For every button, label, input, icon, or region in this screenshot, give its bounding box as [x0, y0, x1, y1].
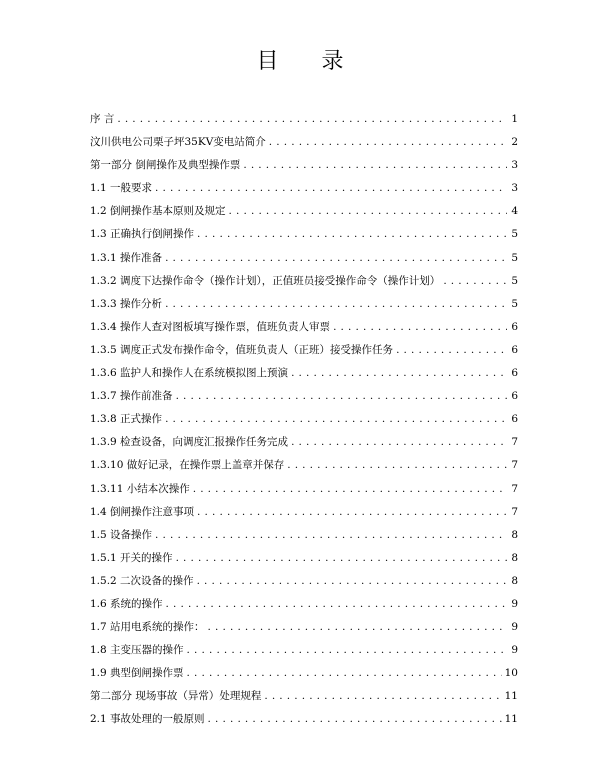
- toc-dot-leader: [155, 524, 507, 547]
- toc-dot-leader: [269, 131, 507, 154]
- toc-entry[interactable]: [90, 177, 518, 200]
- toc-entry-page-number: 5: [511, 274, 518, 287]
- toc-dot-leader: [117, 108, 507, 131]
- toc-entry-label: 1.5.1 开关的操作: [90, 551, 173, 564]
- toc-dot-leader: [243, 154, 507, 177]
- toc-entry-label: 序 言: [90, 113, 115, 125]
- toc-entry-page-number: 11: [504, 690, 518, 703]
- toc-entry[interactable]: [90, 316, 518, 339]
- toc-entry-page-number: 7: [511, 459, 518, 472]
- toc-entry-page-number: 9: [511, 597, 518, 610]
- toc-entry-page-number: 11: [504, 713, 518, 726]
- toc-entry-page-number: 9: [511, 621, 518, 634]
- toc-entry[interactable]: [90, 593, 518, 616]
- toc-entry-label: 1.3.4 操作人查对图板填写操作票，值班负责人审票: [90, 320, 331, 333]
- toc-entry[interactable]: [90, 131, 518, 154]
- toc-dot-leader: [187, 639, 507, 662]
- toc-entry[interactable]: [90, 270, 518, 293]
- toc-entry-label: 1.9 典型倒闸操作票: [90, 667, 184, 680]
- toc-entry-label: 1.5.2 二次设备的操作: [90, 574, 194, 587]
- toc-dot-leader: [155, 177, 507, 200]
- page-title: 目 录: [256, 49, 362, 74]
- toc-entry-label: 第二部分 现场事故（异常）处理规程: [90, 690, 262, 703]
- toc-dot-leader: [165, 408, 507, 431]
- toc-dot-leader: [208, 708, 502, 731]
- toc-entry-page-number: 7: [511, 436, 518, 449]
- toc-entry-page-number: 3: [511, 159, 518, 172]
- toc-dot-leader: [264, 685, 501, 708]
- toc-entry[interactable]: [90, 639, 518, 662]
- toc-entry-page-number: 6: [511, 320, 518, 333]
- toc-entry-label: 2.1 事故处理的一般原则: [90, 713, 205, 726]
- toc-entry-page-number: 7: [511, 505, 518, 518]
- toc-entry[interactable]: [90, 200, 518, 223]
- toc-entry-label: 1.7 站用电系统的操作：: [90, 621, 205, 634]
- toc-entry[interactable]: [90, 570, 518, 593]
- toc-dot-leader: [197, 570, 507, 593]
- toc-entry[interactable]: [90, 385, 518, 408]
- toc-dot-leader: [166, 593, 507, 616]
- toc-entry-label: 1.4 倒闸操作注意事项: [90, 505, 195, 518]
- toc-dot-leader: [165, 293, 507, 316]
- toc-entry-page-number: 7: [511, 482, 518, 495]
- toc-dot-leader: [193, 478, 507, 501]
- toc-entry-label: 1.3 正确执行倒闸操作: [90, 228, 195, 241]
- toc-dot-leader: [291, 362, 507, 385]
- toc-dot-leader: [333, 316, 507, 339]
- toc-entry-page-number: 8: [511, 574, 518, 587]
- toc-entry-page-number: 5: [511, 228, 518, 241]
- toc-dot-leader: [197, 501, 507, 524]
- toc-entry-label: 1.3.10 做好记录，在操作票上盖章并保存: [90, 459, 285, 472]
- toc-entry-page-number: 6: [511, 343, 518, 356]
- toc-dot-leader: [187, 662, 502, 685]
- toc-dot-leader: [197, 223, 507, 246]
- toc-entry-label: 1.3.3 操作分析: [90, 297, 163, 310]
- toc-dot-leader: [165, 247, 507, 270]
- toc-entry-label: 1.6 系统的操作: [90, 597, 163, 610]
- toc-entry[interactable]: [90, 408, 518, 431]
- toc-entry-label: 1.3.6 监护人和操作人在系统模拟图上预演: [90, 367, 289, 380]
- toc-entry-page-number: 6: [511, 413, 518, 426]
- toc-dot-leader: [208, 616, 507, 639]
- toc-entry-page-number: 9: [511, 644, 518, 657]
- toc-entry-label: 1.2 倒闸操作基本原则及规定: [90, 205, 226, 218]
- toc-entry[interactable]: [90, 223, 518, 246]
- toc-entry-label: 1.3.5 调度正式发布操作命令，值班负责人（正班）接受操作任务: [90, 343, 394, 356]
- toc-entry-page-number: 6: [511, 390, 518, 403]
- toc-entry-label: 第一部分 倒闸操作及典型操作票: [90, 159, 241, 172]
- toc-entry-label: 1.1 一般要求: [90, 182, 153, 195]
- toc-dot-leader: [291, 431, 507, 454]
- toc-entry-label: 1.3.11 小结本次操作: [90, 482, 190, 495]
- toc-entry-page-number: 4: [511, 205, 518, 218]
- toc-entry-page-number: 1: [511, 113, 518, 125]
- toc-entry-page-number: 8: [511, 528, 518, 541]
- toc-dot-leader: [176, 547, 507, 570]
- toc-entry[interactable]: [90, 431, 518, 454]
- toc-entry[interactable]: [90, 362, 518, 385]
- toc-entry[interactable]: [90, 501, 518, 524]
- toc-entry[interactable]: [90, 154, 518, 177]
- toc-entry-page-number: 10: [504, 667, 518, 680]
- toc-entry-label: 1.3.7 操作前准备: [90, 390, 173, 403]
- toc-dot-leader: [443, 270, 507, 293]
- toc-entry[interactable]: [90, 293, 518, 316]
- toc-entry-label: 汶川供电公司栗子坪35KV变电站简介: [90, 136, 266, 149]
- toc-entry-page-number: 5: [511, 297, 518, 310]
- toc-entry-label: 1.3.1 操作准备: [90, 251, 163, 264]
- toc-entry[interactable]: [90, 339, 518, 362]
- toc-entry[interactable]: [90, 108, 518, 131]
- toc-entry[interactable]: [90, 247, 518, 270]
- toc-entry-page-number: 2: [511, 136, 518, 149]
- toc-entry[interactable]: [90, 454, 518, 477]
- toc-entry-label: 1.3.8 正式操作: [90, 413, 163, 426]
- toc-entry[interactable]: [90, 524, 518, 547]
- toc-dot-leader: [396, 339, 507, 362]
- toc-dot-leader: [229, 200, 507, 223]
- toc-entry-page-number: 8: [511, 551, 518, 564]
- toc-entry[interactable]: [90, 685, 518, 708]
- toc-dot-leader: [176, 385, 507, 408]
- toc-entry[interactable]: [90, 547, 518, 570]
- toc-entry[interactable]: [90, 478, 518, 501]
- toc-entry[interactable]: [90, 708, 518, 731]
- toc-entry-label: 1.3.9 检查设备，向调度汇报操作任务完成: [90, 436, 289, 449]
- toc-entry-page-number: 3: [511, 182, 518, 195]
- toc-entry-label: 1.5 设备操作: [90, 528, 153, 541]
- toc-entry-label: 1.8 主变压器的操作: [90, 644, 184, 657]
- table-of-contents: [90, 108, 518, 732]
- toc-entry-page-number: 6: [511, 367, 518, 380]
- toc-entry[interactable]: [90, 662, 518, 685]
- toc-dot-leader: [287, 454, 507, 477]
- toc-entry-page-number: 5: [511, 251, 518, 264]
- toc-entry[interactable]: [90, 616, 518, 639]
- toc-entry-label: 1.3.2 调度下达操作命令（操作计划），正值班员接受操作命令（操作计划）: [90, 274, 441, 287]
